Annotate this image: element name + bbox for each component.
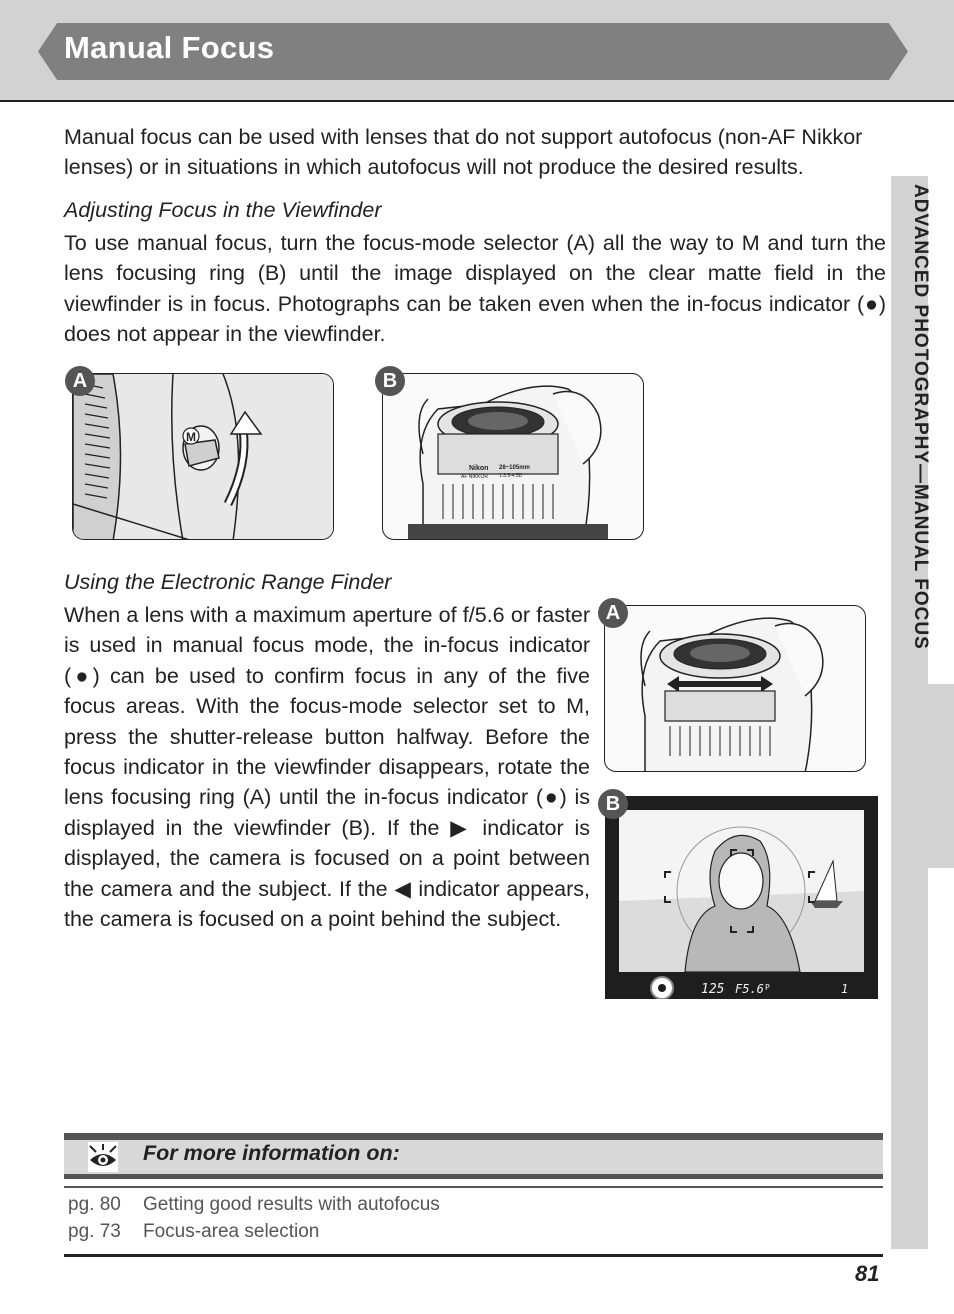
footer-rule <box>64 1254 883 1257</box>
eye-icon <box>88 1142 118 1172</box>
section2-heading: Using the Electronic Range Finder <box>64 570 392 594</box>
more-info-rule <box>64 1186 883 1188</box>
section1-heading: Adjusting Focus in the Viewfinder <box>64 198 382 222</box>
figure-label-b: B <box>375 366 405 396</box>
ref-page-1[interactable]: pg. 80 <box>68 1194 121 1215</box>
vf-shutter: 125 <box>701 982 725 997</box>
section2-paragraph: When a lens with a maximum aperture of f/5.6 or faster is used in manual focus mode, the in-focus indicator (●) can be used to confirm focus in any of the five focus areas. With the focus-mode selector set to M, press the shutter-release button halfway. Before the focus indicator in the viewfinder disappears, rotate the lens focusing ring (A) until the in-focus indicator (●) is displayed in the viewfinder (B). If the ▶ indicator is displayed, the camera is focused on a point between the camera and the subject. If the ◀ indicator appears, the camera is focused on a point behind the subject. <box>64 603 590 932</box>
section1-paragraph: To use manual focus, turn the focus-mode selector (A) all the way to M and turn the lens focusing ring (B) until the image displayed on the clear matte field in the viewfinder is in focus. Photographs can be taken even when the in-focus indicator (●) does not appear in the viewfinder. <box>64 231 886 347</box>
vf-mode: P <box>765 983 770 992</box>
camera-body-illustration <box>73 374 334 540</box>
lens-brand: Nikon <box>469 465 489 472</box>
side-tab <box>928 684 954 868</box>
ref-text-2[interactable]: Focus-area selection <box>143 1221 320 1242</box>
page-number: 81 <box>855 1261 880 1286</box>
lens-hand-illustration <box>383 374 644 540</box>
figure-label-b-2: B <box>598 789 628 819</box>
ref-text-1[interactable]: Getting good results with autofocus <box>143 1194 440 1215</box>
viewfinder-illustration <box>605 796 878 999</box>
figure-lens-focusing-ring <box>382 373 644 540</box>
selector-letter: M <box>186 430 196 444</box>
more-info-title: For more information on: <box>143 1141 400 1165</box>
figure-viewfinder <box>605 796 878 999</box>
section-tab-label: ADVANCED PHOTOGRAPHY—MANUAL FOCUS <box>910 184 931 650</box>
intro-paragraph: Manual focus can be used with lenses that do not support autofocus (non-AF Nikkor lenses) or in situations in which autofocus will not produce the desired results. <box>64 125 863 180</box>
figure-label-a-2: A <box>598 598 628 628</box>
page-title: Manual Focus <box>64 30 275 65</box>
figure-label-a: A <box>65 366 95 396</box>
vf-count: 1 <box>841 982 849 996</box>
lens-focal: 28~105mm <box>499 465 530 471</box>
ref-page-2[interactable]: pg. 73 <box>68 1221 121 1242</box>
vf-aperture: F5.6 <box>735 982 764 996</box>
lens-hand-illustration-2 <box>605 606 866 772</box>
figure-range-finder-lens <box>604 605 866 772</box>
lens-mount: AF NIKKOR <box>461 474 488 480</box>
lens-aperture: 1:3.5-4.5D <box>499 473 523 479</box>
figure-focus-mode-selector <box>72 373 334 540</box>
